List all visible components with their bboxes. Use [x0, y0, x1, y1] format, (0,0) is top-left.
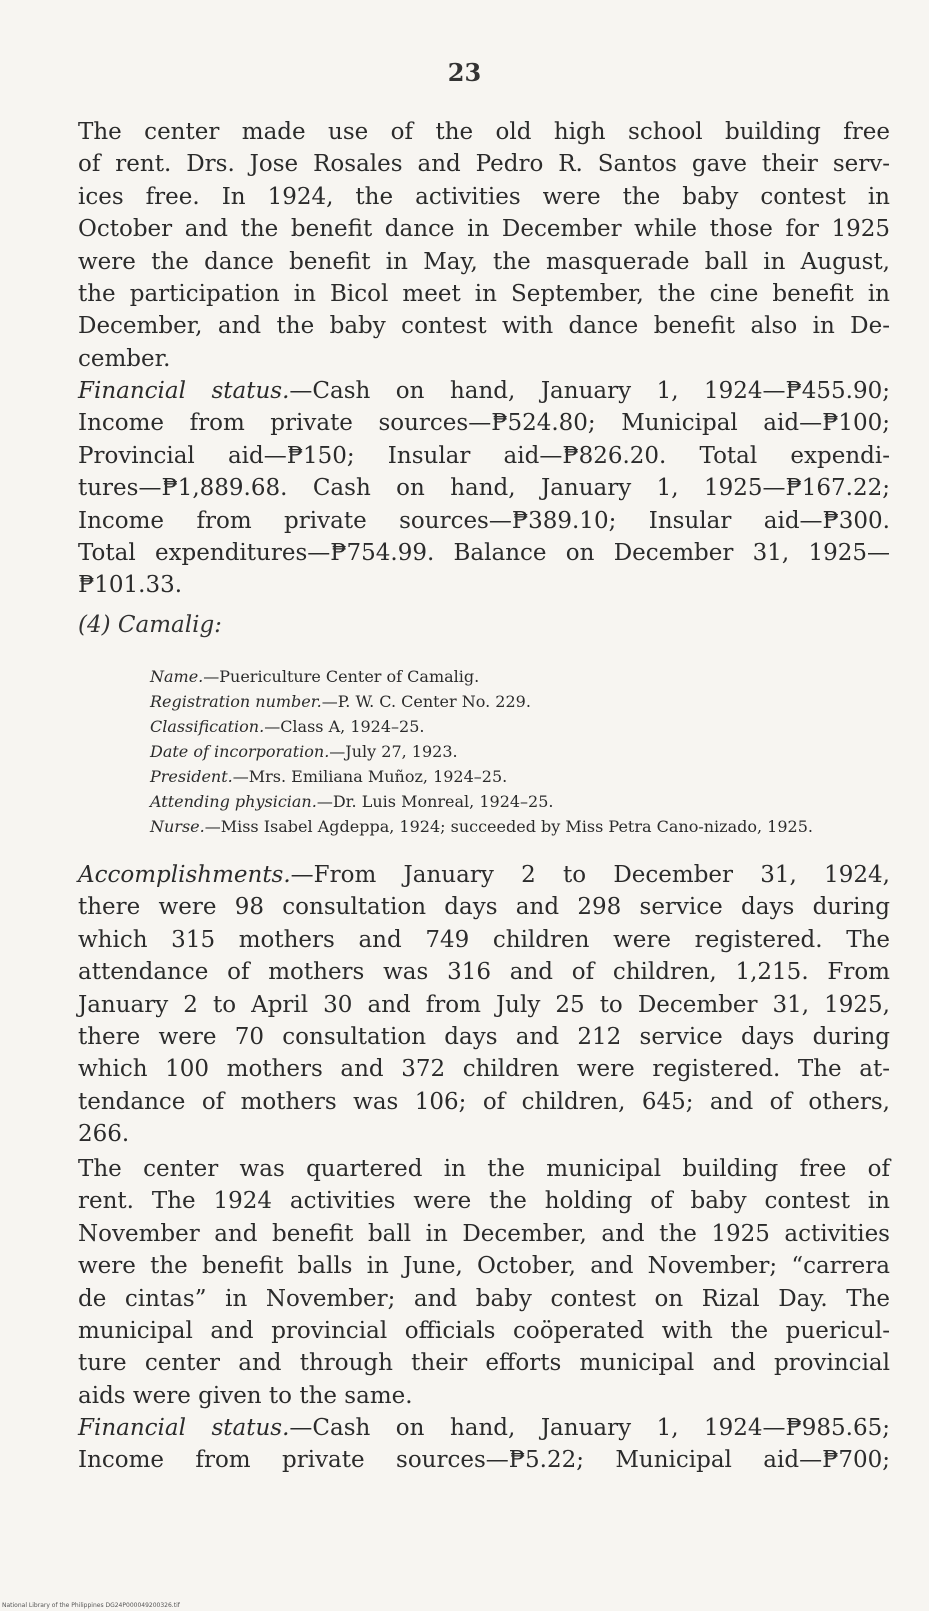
text-line: which 315 mothers and 749 children were registered. The — [78, 926, 890, 953]
section-title: Camalig: — [117, 612, 222, 638]
paragraph-accomplishments — [78, 859, 890, 1151]
record-row-physician: Attending physician.—Dr. Luis Monreal, 1924–25. — [150, 792, 554, 811]
text-line: The center was quartered in the municipal building free of — [78, 1156, 890, 1182]
text-line: December, and the baby contest with dance benefit also in De- — [78, 313, 890, 340]
text-line: ₱101.33. — [78, 572, 183, 599]
text-line: Total expenditures—₱754.99. Balance on December 31, 1925— — [78, 540, 890, 567]
financial-status-label: Financial status. — [78, 378, 290, 404]
text-line: the participation in Bicol meet in September, the cine benefit in — [78, 281, 890, 308]
text-line: of rent. Drs. Jose Rosales and Pedro R. Santos gave their serv- — [78, 151, 890, 178]
text-line: municipal and provincial officials coöperated with the puericul- — [78, 1318, 890, 1345]
paragraph-activities-1924-1925 — [78, 116, 890, 375]
paragraph-financial-status-1 — [78, 375, 890, 602]
text-line: Financial status.—Cash on hand, January 1, 1924—₱455.90; — [78, 378, 891, 404]
text-line: aids were given to the same. — [78, 1382, 413, 1409]
scan-footer: National Library of the Philippines DG24P000049200326.tif — [2, 1602, 180, 1609]
record-row-incorporation: Date of incorporation.—July 27, 1923. — [150, 742, 458, 761]
financial-status-label: Financial status. — [78, 1415, 290, 1441]
text-line: which 100 mothers and 372 children were registered. The at- — [78, 1056, 890, 1083]
record-row-name: Name.—Puericulture Center of Camalig. — [150, 667, 480, 686]
text-line: there were 70 consultation days and 212 service days during — [78, 1024, 890, 1051]
record-row-president: President.—Mrs. Emiliana Muñoz, 1924–25. — [150, 767, 508, 786]
text-line: were the benefit balls in June, October, and November; “carrera — [78, 1253, 890, 1280]
center-record-list — [150, 664, 885, 839]
text-line: tendance of mothers was 106; of children, 645; and of others, — [78, 1088, 890, 1115]
text-line: cember. — [78, 345, 171, 372]
text-line: Income from private sources—₱389.10; Insular aid—₱300. — [78, 507, 890, 534]
section-number: (4) — [78, 612, 111, 638]
section-heading-camalig — [78, 612, 222, 638]
text-line: 266. — [78, 1121, 130, 1148]
text-line: rent. The 1924 activities were the holding of baby contest in — [78, 1188, 890, 1215]
record-row-registration: Registration number.—P. W. C. Center No. 229. — [150, 692, 531, 711]
paragraph-quarters-activities — [78, 1153, 890, 1412]
text-line: January 2 to April 30 and from July 25 to December 31, 1925, — [78, 991, 890, 1018]
paragraph-financial-status-2 — [78, 1412, 890, 1477]
text-line: The center made use of the old high school building free — [78, 119, 890, 145]
text-line: were the dance benefit in May, the masquerade ball in August, — [78, 248, 890, 275]
text-line: attendance of mothers was 316 and of children, 1,215. From — [78, 959, 890, 986]
text-line: tures—₱1,889.68. Cash on hand, January 1, 1925—₱167.22; — [78, 475, 890, 502]
record-row-classification: Classification.—Class A, 1924–25. — [150, 717, 425, 736]
text-line: de cintas” in November; and baby contest on Rizal Day. The — [78, 1285, 890, 1312]
text-line: Income from private sources—₱5.22; Municipal aid—₱700; — [78, 1447, 890, 1474]
text-line: October and the benefit dance in December while those for 1925 — [78, 216, 890, 243]
record-row-nurse: Nurse.—Miss Isabel Agdeppa, 1924; succeeded by Miss Petra Cano-nizado, 1925. — [150, 817, 813, 836]
text-line: Financial status.—Cash on hand, January 1, 1924—₱985.65; — [78, 1415, 891, 1441]
page-number: 23 — [447, 58, 482, 87]
text-line: Provincial aid—₱150; Insular aid—₱826.20. Total expendi- — [78, 442, 890, 469]
text-line: Income from private sources—₱524.80; Municipal aid—₱100; — [78, 410, 890, 437]
text-line: ices free. In 1924, the activities were the baby contest in — [78, 183, 890, 210]
accomplishments-label: Accomplishments. — [78, 862, 291, 888]
text-line: Accomplishments.—From January 2 to December 31, 1924, — [78, 862, 890, 888]
text-line: there were 98 consultation days and 298 service days during — [78, 894, 890, 921]
text-line: ture center and through their efforts municipal and provincial — [78, 1350, 890, 1377]
text-line: November and benefit ball in December, and the 1925 activities — [78, 1220, 890, 1247]
